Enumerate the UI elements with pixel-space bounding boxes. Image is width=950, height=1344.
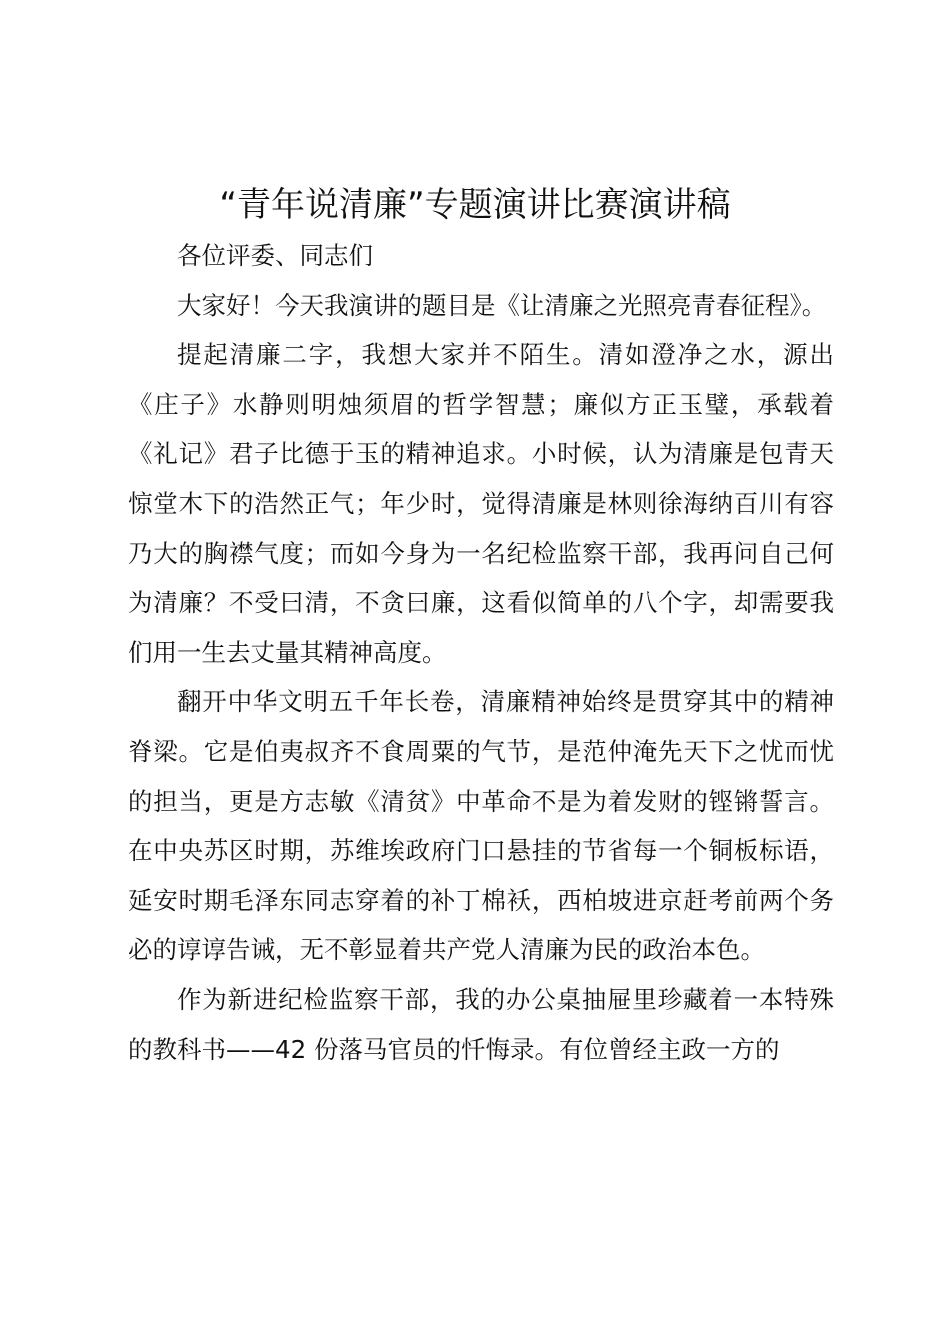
- document-body: [128, 231, 834, 1074]
- paragraph-greeting: 大家好！今天我演讲的题目是《让清廉之光照亮青春征程》。: [177, 290, 827, 320]
- paragraph-confessions: 作为新进纪检监察干部，我的办公桌抽屉里珍藏着一本特殊的教科书——42 份落马官员的忏悔录。有位曾经主政一方的: [128, 984, 834, 1064]
- document-title: “青年说清廉”专题演讲比赛演讲稿: [219, 185, 731, 225]
- paragraph-history-of-integrity: 翻开中华文明五千年长卷，清廉精神始终是贯穿其中的精神脊梁。它是伯夷叔齐不食周粟的气节，是范仲淹先天下之忧而忧的担当，更是方志敏《清贫》中革命不是为着发财的铿锵誓言。在中央苏区时期，苏维埃政府门口悬挂的节省每一个铜板标语，延安时期毛泽东同志穿着的补丁棉袄，西柏坡进京赶考前两个务必的谆谆告诫，无不彰显着共产党人清廉为民的政治本色。: [128, 687, 834, 965]
- salutation: 各位评委、同志们: [177, 241, 373, 270]
- paragraph-meaning-of-integrity: 提起清廉二字，我想大家并不陌生。清如澄净之水，源出《庄子》水静则明烛须眉的哲学智慧；廉似方正玉璧，承载着《礼记》君子比德于玉的精神追求。小时候，认为清廉是包青天惊堂木下的浩然正气；年少时，觉得清廉是林则徐海纳百川有容乃大的胸襟气度；而如今身为一名纪检监察干部，我再问自己何为清廉？不受曰清，不贪曰廉，这看似简单的八个字，却需要我们用一生去丈量其精神高度。: [128, 340, 834, 667]
